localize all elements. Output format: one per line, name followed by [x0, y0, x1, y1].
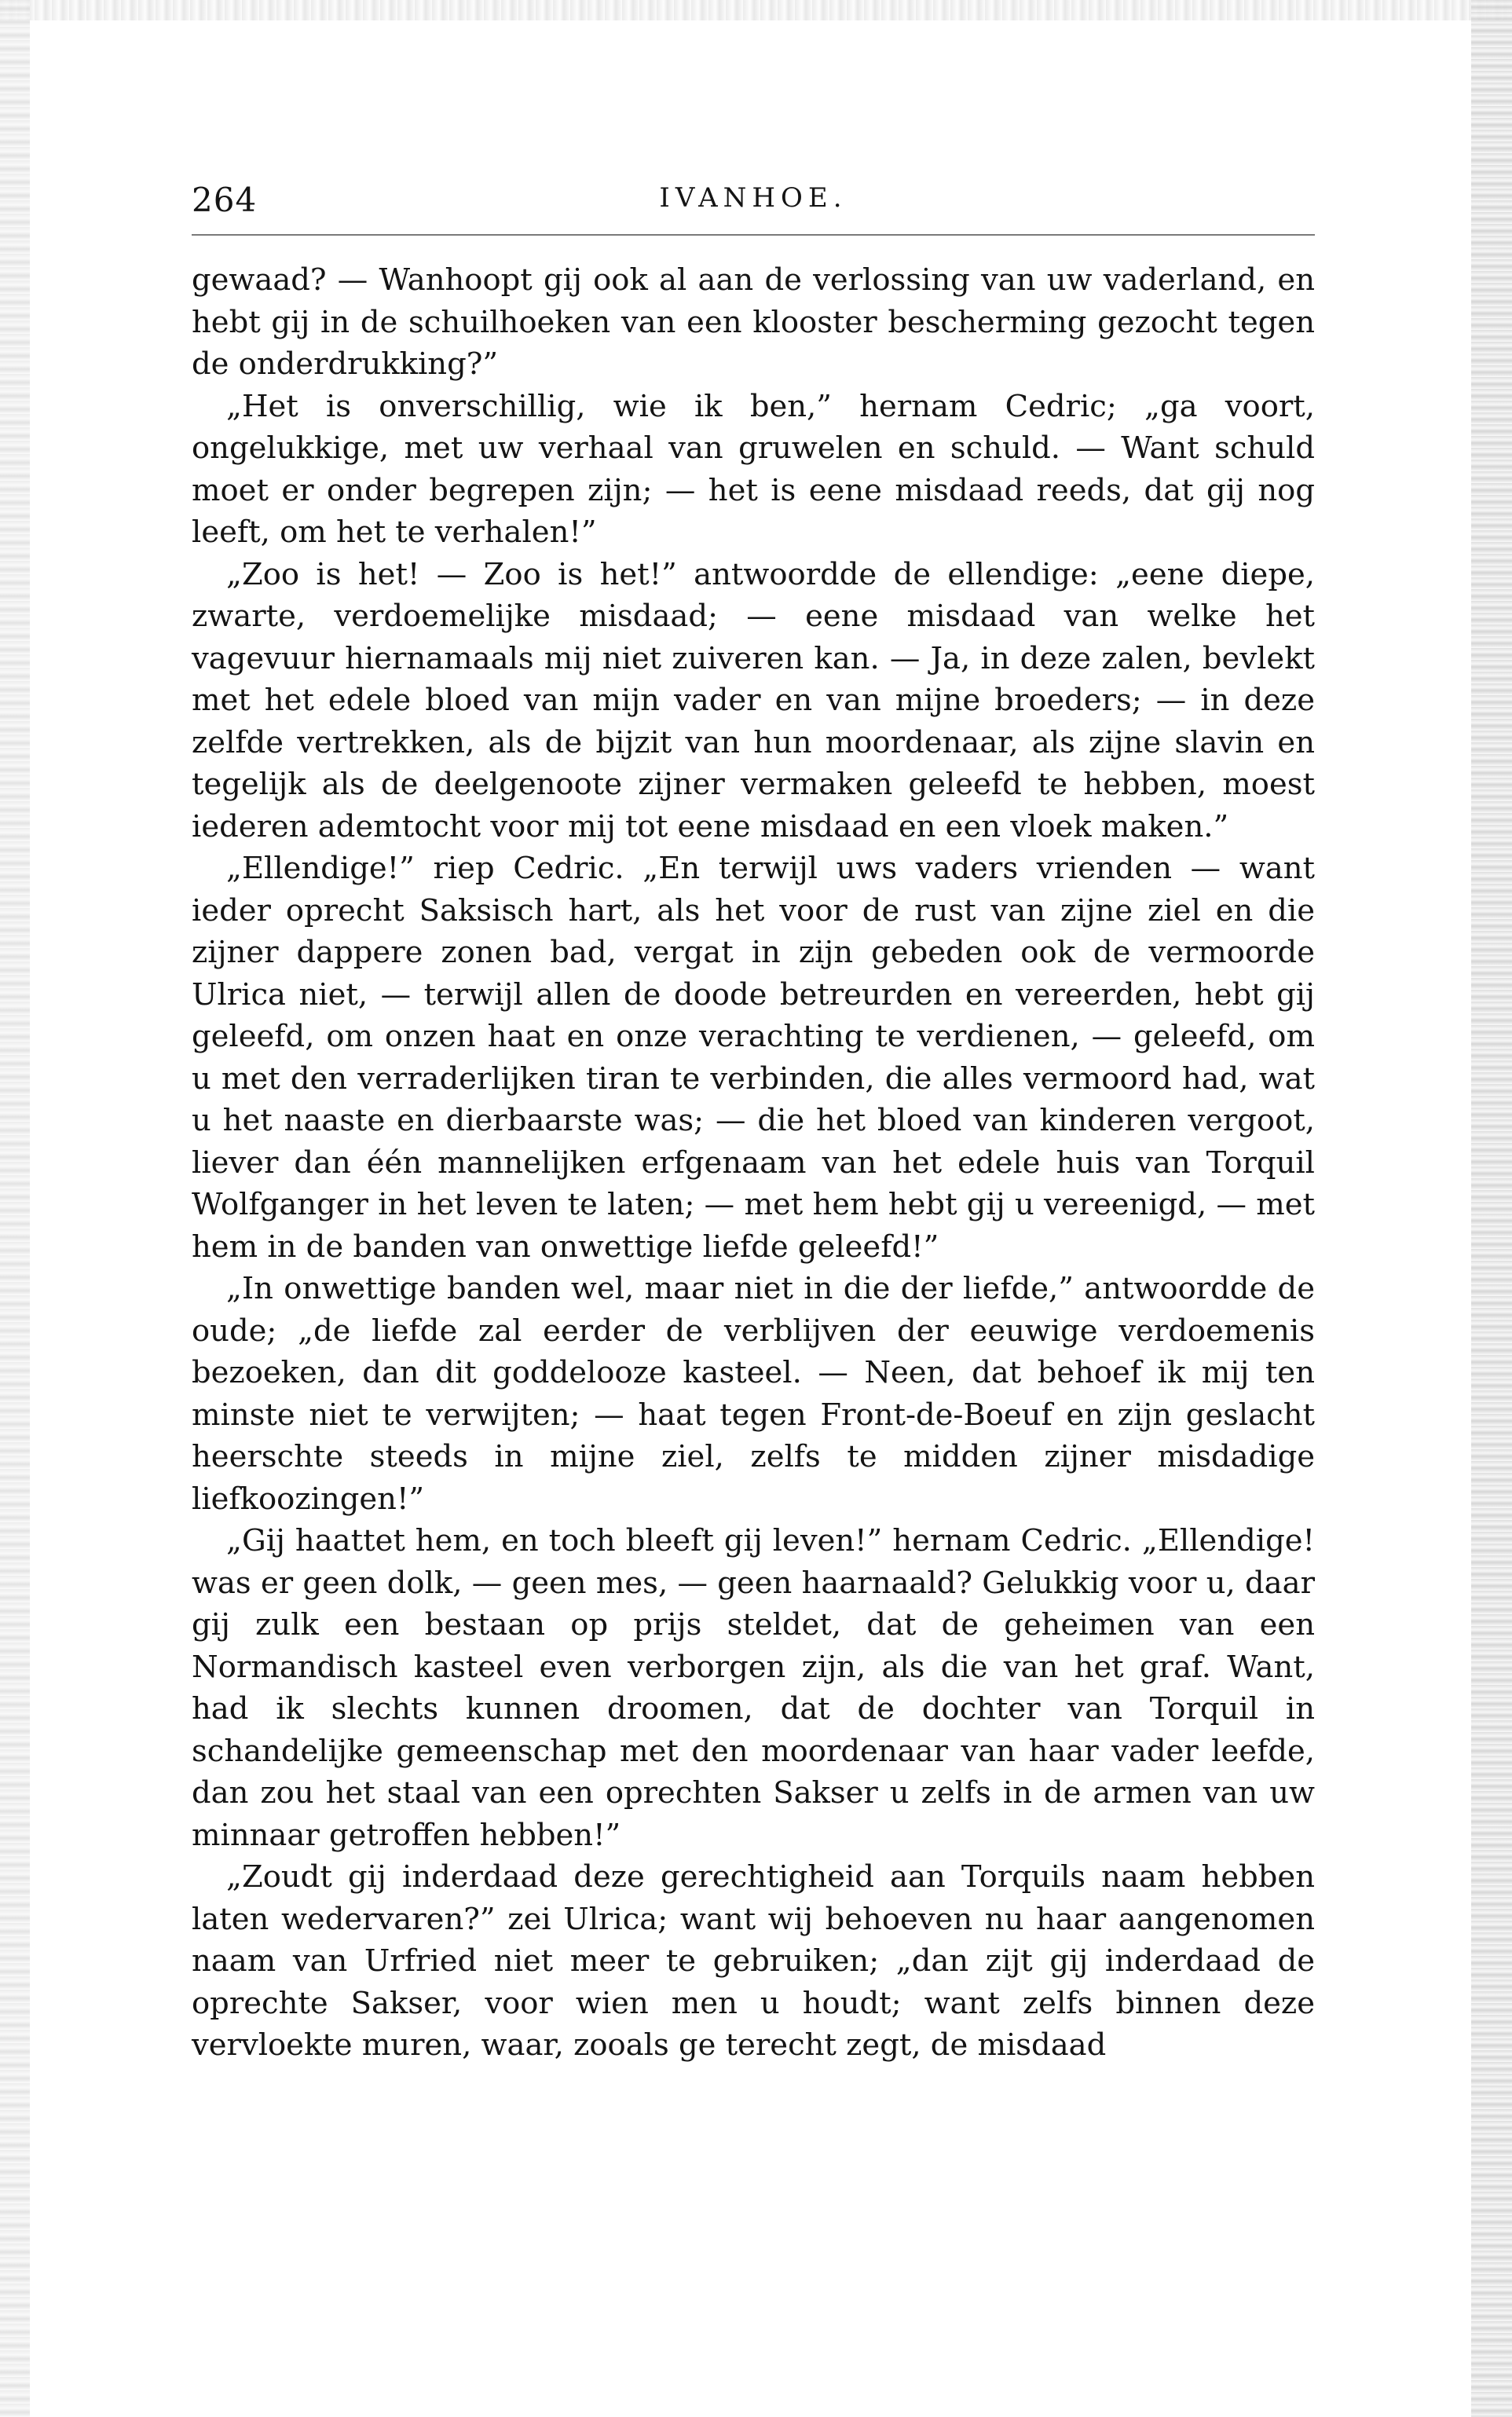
- scan-edge-top: [0, 0, 1512, 20]
- running-title: IVANHOE.: [659, 182, 848, 214]
- paragraph: „Ellendige!” riep Cedric. „En terwijl uws vaders vrienden — want ieder oprecht Saksisch hart, als het voor de rust van zijne ziel en die zijner dappere zonen bad, vergat in zijn gebeden ook de vermoorde Ulrica niet, — terwijl allen de doode betreurden en vereerden, hebt gij geleefd, om onzen haat en onze verachting te verdienen, — geleefd, om u met den verraderlijken tiran te verbinden, die alles vermoord had, wat u het naaste en dierbaarste was; — die het bloed van kinderen vergoot, liever dan één mannelijken erfgenaam van het edele huis van Torquil Wolfganger in het leven te laten; — met hem hebt gij u vereenigd, — met hem in de banden van onwettige liefde geleefd!”: [192, 851, 1315, 1265]
- scan-edge-right: [1471, 0, 1512, 2417]
- paragraph: „Zoudt gij inderdaad deze gerechtigheid aan Torquils naam hebben laten wedervaren?” zei Ulrica; want wij behoeven nu haar aangenomen naam van Urfried niet meer te gebruiken; „dan zijt gij inderdaad de oprechte Sakser, voor wien men u houdt; want zelfs binnen deze vervloekte muren, waar, zooals ge terecht zegt, de misdaad: [192, 1859, 1315, 2063]
- scan-edge-left: [0, 0, 30, 2417]
- paragraph: „In onwettige banden wel, maar niet in die der liefde,” antwoordde de oude; „de liefde zal eerder de verblijven der eeuwige verdoemenis bezoeken, dan dit goddelooze kasteel. — Neen, dat behoef ik mij ten minste niet te verwijten; — haat tegen Front-de-Boeuf en zijn geslacht heerschte steeds in mijne ziel, zelfs te midden zijner misdadige liefkoozingen!”: [192, 1271, 1315, 1517]
- paragraph-continuation: gewaad? — Wanhoopt gij ook al aan de verlossing van uw vaderland, en hebt gij in de schuilhoeken van een klooster bescherming gezocht tegen de onderdrukking?”: [192, 262, 1315, 382]
- paragraph: „Gij haattet hem, en toch bleeft gij leven!” hernam Cedric. „Ellendige! was er geen dolk, — geen mes, — geen haarnaald? Gelukkig voor u, daar gij zulk een bestaan op prijs steldet, dat de geheimen van een Normandisch kasteel even verborgen zijn, als die van het graf. Want, had ik slechts kunnen droomen, dat de dochter van Torquil in schandelijke gemeenschap met den moordenaar van haar vader leefde, dan zou het staal van een oprechten Sakser u zelfs in de armen van uw minnaar getroffen hebben!”: [192, 1523, 1315, 1853]
- header-rule: [192, 234, 1315, 236]
- running-head: [192, 173, 1315, 228]
- page-number: 264: [192, 181, 258, 219]
- paragraph: „Het is onverschillig, wie ik ben,” hernam Cedric; „ga voort, ongelukkige, met uw verhaal van gruwelen en schuld. — Want schuld moet er onder begrepen zijn; — het is eene misdaad reeds, dat gij nog leeft, om het te verhalen!”: [192, 388, 1315, 550]
- paragraph: „Zoo is het! — Zoo is het!” antwoordde de ellendige: „eene diepe, zwarte, verdoemelijke misdaad; — eene misdaad van welke het vagevuur hiernamaals mij niet zuiveren kan. — Ja, in deze zalen, bevlekt met het edele bloed van mijn vader en van mijne broeders; — in deze zelfde vertrekken, als de bijzit van hun moordenaar, als zijne slavin en tegelijk als de deelgenoote zijner vermaken geleefd te hebben, moest iederen ademtocht voor mij tot eene misdaad en een vloek maken.”: [192, 556, 1315, 844]
- body-text: [192, 259, 1315, 2067]
